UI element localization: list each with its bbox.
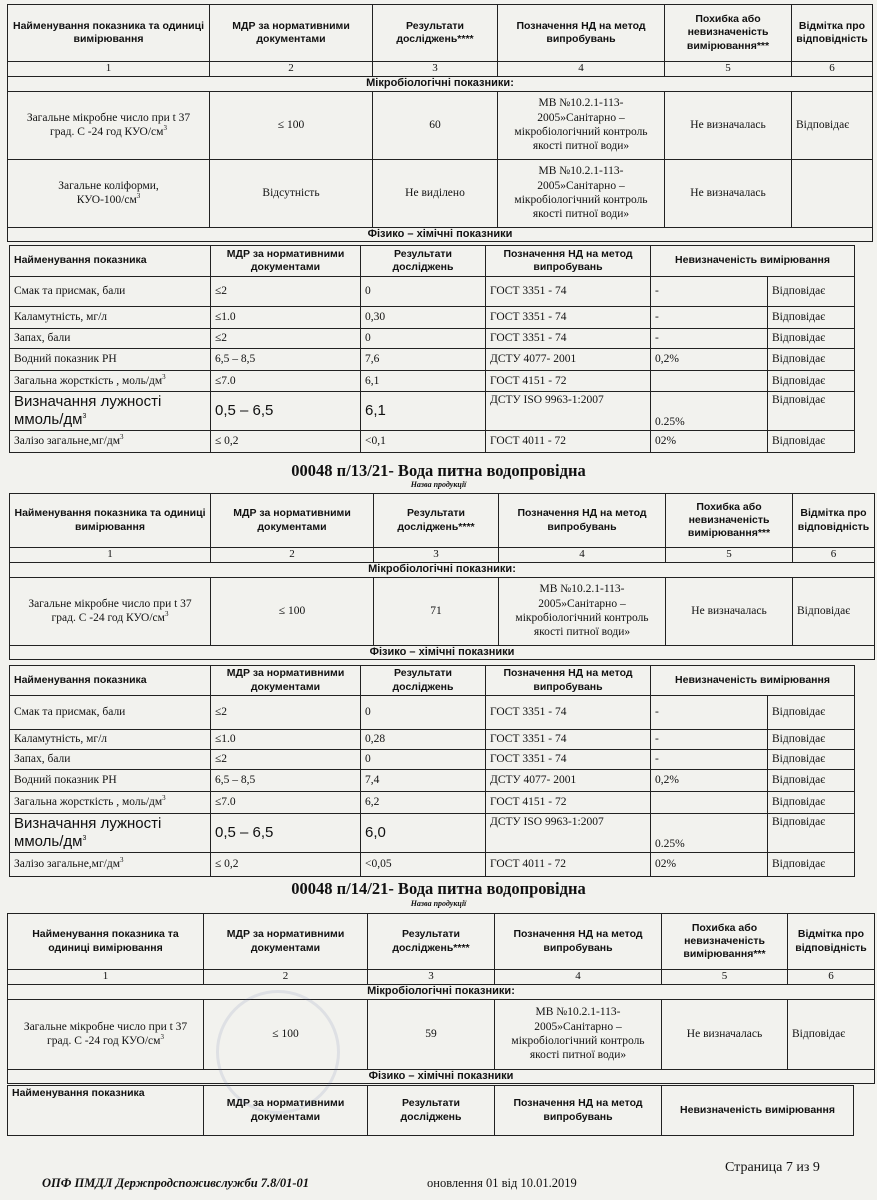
compliance-cell: Відповідає [768, 371, 855, 392]
result-cell: 0 [361, 329, 486, 349]
micro-table-3 [7, 913, 875, 1084]
method-cell: ГОСТ 4151 - 72 [486, 792, 651, 814]
indicator-cell: Загальна жорсткість , моль/$дм^3$ [10, 792, 211, 814]
col-number: 3 [374, 548, 499, 563]
header-results: Результати досліджень [368, 1086, 495, 1136]
norm-cell: ≤2 [211, 277, 361, 307]
result-cell: 6,1 [361, 392, 486, 431]
indicator-cell: Загальне мікробне число при t 37 град. С -24 год КУО/$см^3$ [8, 999, 204, 1069]
faded-stamp [216, 990, 340, 1114]
method-cell: ГОСТ 3351 - 74 [486, 730, 651, 750]
indicator-cell: Загальне коліформи, КУО-$100/см^3$ [8, 159, 210, 227]
header-compliance: Відмітка про відповідність [793, 494, 875, 548]
indicator-cell: Залізо $загальне,мг/дм^3$ [10, 431, 211, 453]
header-results: Результати досліджень [361, 246, 486, 277]
result-cell: <0,1 [361, 431, 486, 453]
section-label: Фізико – хімічні показники [10, 645, 875, 660]
header-mdr: МДР за нормативними документами [211, 666, 361, 696]
col-number: 4 [498, 62, 665, 77]
norm-cell: ≤7.0 [211, 792, 361, 814]
uncertainty-cell [651, 371, 768, 392]
compliance-cell: Відповідає [768, 431, 855, 453]
method-cell: ГОСТ 4151 - 72 [486, 371, 651, 392]
header-mdr: МДР за нормативними документами [204, 1086, 368, 1136]
uncertainty-cell: 0,2% [651, 770, 768, 792]
micro-table-1 [7, 4, 873, 242]
method-cell: МВ №10.2.1-113-2005»Санітарно – мікробіологічний контроль якості питної води» [495, 999, 662, 1069]
header-indicator: Найменування показника [10, 666, 211, 696]
compliance-cell: Відповідає [768, 770, 855, 792]
col-number: 1 [10, 548, 211, 563]
header-indicator: Найменування показника та одиниці вимірювання [10, 494, 211, 548]
result-cell: 60 [373, 91, 498, 159]
indicator-cell: Залізо $загальне,мг/дм^3$ [10, 853, 211, 877]
uncertainty-cell [651, 792, 768, 814]
header-error: Похибка або невизначеність вимірювання*** [662, 914, 788, 970]
norm-cell: 6,5 – 8,5 [211, 349, 361, 371]
method-cell: ДСТУ 4077- 2001 [486, 770, 651, 792]
norm-cell: ≤ 100 [210, 91, 373, 159]
phys-table-1 [9, 245, 855, 453]
header-error: Похибка або невизначеність вимірювання*** [666, 494, 793, 548]
result-cell: 0 [361, 277, 486, 307]
section-label: Мікробіологічні показники: [10, 562, 875, 577]
norm-cell: ≤ 0,2 [211, 431, 361, 453]
norm-cell: ≤7.0 [211, 371, 361, 392]
indicator-cell: Каламутність, мг/л [10, 730, 211, 750]
page-number: Страница 7 из 9 [725, 1160, 820, 1175]
uncertainty-cell: - [651, 750, 768, 770]
header-results: Результати досліджень**** [373, 5, 498, 62]
col-number: 4 [495, 970, 662, 985]
method-cell: ДСТУ 4077- 2001 [486, 349, 651, 371]
norm-cell: ≤2 [211, 696, 361, 730]
header-uncertainty: Невизначеність вимірювання [651, 666, 855, 696]
uncertainty-cell: - [651, 277, 768, 307]
uncertainty-cell: 0,2% [651, 349, 768, 371]
method-cell: ДСТУ ISO 9963-1:2007 [486, 814, 651, 853]
header-mdr: МДР за нормативними документами [210, 5, 373, 62]
error-cell: Не визначалась [662, 999, 788, 1069]
norm-cell: 6,5 – 8,5 [211, 770, 361, 792]
indicator-cell: Водний показник PH [10, 770, 211, 792]
product-name-caption: Назва продукції [410, 480, 467, 489]
compliance-cell [792, 159, 873, 227]
compliance-cell: Відповідає [793, 577, 875, 645]
indicator-cell: Водний показник PH [10, 349, 211, 371]
norm-cell: ≤ 100 [204, 999, 368, 1069]
method-cell: ГОСТ 4011 - 72 [486, 853, 651, 877]
compliance-cell: Відповідає [768, 814, 855, 853]
col-number: 4 [499, 548, 666, 563]
col-number: 6 [793, 548, 875, 563]
result-cell: 6,2 [361, 792, 486, 814]
norm-cell: ≤1.0 [211, 307, 361, 329]
result-cell: 0 [361, 696, 486, 730]
compliance-cell: Відповідає [788, 999, 875, 1069]
method-cell: МВ №10.2.1-113-2005»Санітарно – мікробіологічний контроль якості питної води» [499, 577, 666, 645]
col-number: 5 [662, 970, 788, 985]
section-label: Мікробіологічні показники: [8, 76, 873, 91]
header-error: Похибка або невизначеність вимірювання*** [665, 5, 792, 62]
method-cell: МВ №10.2.1-113-2005»Санітарно – мікробіологічний контроль якості питної води» [498, 159, 665, 227]
col-number: 3 [368, 970, 495, 985]
norm-cell: ≤2 [211, 329, 361, 349]
phys-table-3 [7, 1085, 854, 1136]
section-label: Фізико – хімічні показники [8, 227, 873, 242]
section-label: Фізико – хімічні показники [8, 1069, 875, 1084]
error-cell: Не визначалась [665, 159, 792, 227]
result-cell: 59 [368, 999, 495, 1069]
norm-cell: 0,5 – 6,5 [211, 392, 361, 431]
sample-title: 00048 п/14/21- Вода питна водопровідна [291, 879, 586, 898]
compliance-cell: Відповідає [768, 392, 855, 431]
header-results: Результати досліджень [361, 666, 486, 696]
header-method: Позначення НД на метод випробувань [498, 5, 665, 62]
norm-cell: ≤2 [211, 750, 361, 770]
uncertainty-cell: 02% [651, 853, 768, 877]
phys-table-2 [9, 665, 855, 877]
method-cell: ДСТУ ISO 9963-1:2007 [486, 392, 651, 431]
method-cell: ГОСТ 4011 - 72 [486, 431, 651, 453]
header-compliance: Відмітка про відповідність [788, 914, 875, 970]
header-indicator: Найменування показника [8, 1086, 204, 1136]
header-method: Позначення НД на метод випробувань [486, 246, 651, 277]
header-method: Позначення НД на метод випробувань [495, 914, 662, 970]
method-cell: МВ №10.2.1-113-2005»Санітарно – мікробіологічний контроль якості питної води» [498, 91, 665, 159]
section-label: Мікробіологічні показники: [8, 984, 875, 999]
col-number: 2 [211, 548, 374, 563]
sample-title: 00048 п/13/21- Вода питна водопровідна [291, 461, 586, 480]
norm-cell: ≤ 100 [211, 577, 374, 645]
header-mdr: МДР за нормативними документами [211, 494, 374, 548]
compliance-cell: Відповідає [768, 853, 855, 877]
compliance-cell: Відповідає [792, 91, 873, 159]
result-cell: 71 [374, 577, 499, 645]
micro-table-2 [9, 493, 875, 660]
norm-cell: ≤1.0 [211, 730, 361, 750]
header-indicator: Найменування показника та одиниці вимірювання [8, 914, 204, 970]
result-cell: 7,4 [361, 770, 486, 792]
compliance-cell: Відповідає [768, 750, 855, 770]
compliance-cell: Відповідає [768, 329, 855, 349]
header-mdr: МДР за нормативними документами [204, 914, 368, 970]
col-number: 2 [204, 970, 368, 985]
indicator-cell: Визначання лужності ммоль/$дм^3$ [10, 814, 211, 853]
indicator-cell: Каламутність, мг/л [10, 307, 211, 329]
compliance-cell: Відповідає [768, 792, 855, 814]
result-cell: Не виділено [373, 159, 498, 227]
col-number: 2 [210, 62, 373, 77]
indicator-cell: Смак та присмак, бали [10, 277, 211, 307]
result-cell: 6,0 [361, 814, 486, 853]
col-number: 3 [373, 62, 498, 77]
footer-form-id: ОПФ ПМДЛ Держпродспоживслужби 7.8/01-01 [42, 1176, 310, 1190]
norm-cell: Відсутність [210, 159, 373, 227]
col-number: 6 [788, 970, 875, 985]
header-compliance: Відмітка про відповідність [792, 5, 873, 62]
compliance-cell: Відповідає [768, 307, 855, 329]
uncertainty-cell: - [651, 696, 768, 730]
method-cell: ГОСТ 3351 - 74 [486, 277, 651, 307]
header-results: Результати досліджень**** [374, 494, 499, 548]
indicator-cell: Запах, бали [10, 329, 211, 349]
header-method: Позначення НД на метод випробувань [495, 1086, 662, 1136]
header-method: Позначення НД на метод випробувань [486, 666, 651, 696]
indicator-cell: Визначання лужності ммоль/$дм^3$ [10, 392, 211, 431]
result-cell: <0,05 [361, 853, 486, 877]
header-results: Результати досліджень**** [368, 914, 495, 970]
col-number: 6 [792, 62, 873, 77]
uncertainty-cell: - [651, 307, 768, 329]
compliance-cell: Відповідає [768, 277, 855, 307]
indicator-cell: Загальне мікробне число при t 37 град. С -24 год КУО/$см^3$ [8, 91, 210, 159]
col-number: 1 [8, 62, 210, 77]
method-cell: ГОСТ 3351 - 74 [486, 750, 651, 770]
method-cell: ГОСТ 3351 - 74 [486, 307, 651, 329]
header-uncertainty: Невизначеність вимірювання [662, 1086, 854, 1136]
method-cell: ГОСТ 3351 - 74 [486, 696, 651, 730]
compliance-cell: Відповідає [768, 730, 855, 750]
indicator-cell: Загальна жорсткість , моль/$дм^3$ [10, 371, 211, 392]
header-uncertainty: Невизначеність вимірювання [651, 246, 855, 277]
col-number: 5 [665, 62, 792, 77]
indicator-cell: Смак та присмак, бали [10, 696, 211, 730]
result-cell: 0,30 [361, 307, 486, 329]
method-cell: ГОСТ 3351 - 74 [486, 329, 651, 349]
footer-revision: оновлення 01 від 10.01.2019 [427, 1176, 577, 1190]
error-cell: Не визначалась [665, 91, 792, 159]
header-indicator: Найменування показника [10, 246, 211, 277]
result-cell: 6,1 [361, 371, 486, 392]
uncertainty-cell: 02% [651, 431, 768, 453]
col-number: 1 [8, 970, 204, 985]
uncertainty-cell: 0.25% [651, 392, 768, 431]
norm-cell: ≤ 0,2 [211, 853, 361, 877]
product-name-caption: Назва продукції [410, 899, 467, 908]
result-cell: 0,28 [361, 730, 486, 750]
compliance-cell: Відповідає [768, 349, 855, 371]
header-method: Позначення НД на метод випробувань [499, 494, 666, 548]
col-number: 5 [666, 548, 793, 563]
compliance-cell: Відповідає [768, 696, 855, 730]
error-cell: Не визначалась [666, 577, 793, 645]
result-cell: 0 [361, 750, 486, 770]
header-indicator: Найменування показника та одиниці вимірювання [8, 5, 210, 62]
indicator-cell: Загальне мікробне число при t 37 град. С -24 год КУО/$см^3$ [10, 577, 211, 645]
header-mdr: МДР за нормативними документами [211, 246, 361, 277]
result-cell: 7,6 [361, 349, 486, 371]
uncertainty-cell: - [651, 730, 768, 750]
uncertainty-cell: 0.25% [651, 814, 768, 853]
indicator-cell: Запах, бали [10, 750, 211, 770]
uncertainty-cell: - [651, 329, 768, 349]
norm-cell: 0,5 – 6,5 [211, 814, 361, 853]
